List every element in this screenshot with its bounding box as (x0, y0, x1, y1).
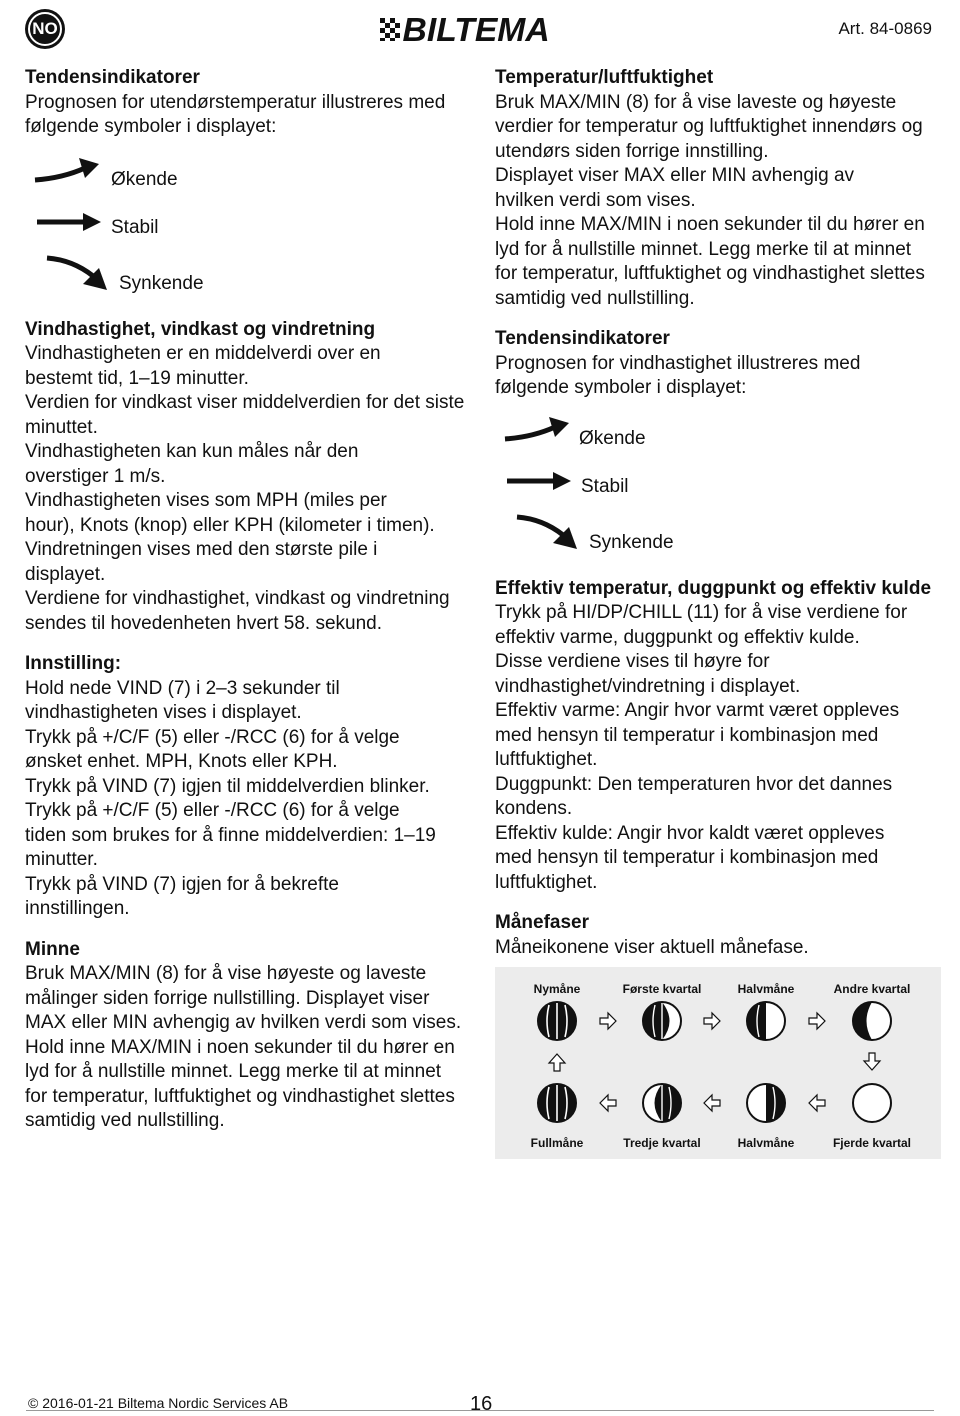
trend-item-rising (25, 154, 465, 202)
moon-label: Tredje kvartal (623, 1136, 701, 1150)
article-number: Art. 84-0869 (838, 19, 932, 38)
paragraph: Vindhastigheten er en middelverdi over en bestemt tid, 1–19 minutter. (25, 343, 381, 389)
paragraph: Trykk på HI/DP/CHILL (11) for å vise verdiene for effektiv varme, duggpunkt og effektiv kulde. (495, 602, 908, 648)
trend-item-stable (495, 461, 935, 509)
brand-logo (380, 11, 582, 48)
trend-label: Stabil (111, 216, 159, 238)
paragraph: Vindhastigheten kan kun måles når den overstiger 1 m/s. (25, 441, 359, 487)
paragraph: Hold inne MAX/MIN i noen sekunder til du hører en lyd for å nullstille minnet. Legg merke til at minnet for temperatur, luftfuktighet og vindhastighet slettes samtidig ved nullstilling. (495, 214, 925, 309)
language-code: NO (32, 19, 58, 38)
half-moon-icon (747, 1002, 785, 1040)
half-moon-waning-icon (747, 1084, 785, 1122)
section-heading: Effektiv temperatur, duggpunkt og effektiv kulde (495, 577, 932, 599)
right-column (495, 66, 935, 1159)
section-heading: Månefaser (495, 912, 589, 933)
trend-label: Økende (579, 427, 646, 449)
moon-label: Andre kvartal (833, 982, 911, 996)
second-quarter-icon (853, 1002, 891, 1040)
paragraph: Effektiv varme: Angir hvor varmt været oppleves med hensyn til temperatur i kombinasjon med luftfuktighet. (495, 700, 900, 770)
left-column (25, 66, 465, 1134)
moon-phase-panel (495, 967, 941, 1159)
trend-item-stable (25, 202, 465, 250)
paragraph: Trykk på VIND (7) igjen til middelverdien blinker. (25, 775, 430, 797)
paragraph: Hold nede VIND (7) i 2–3 sekunder til vindhastigheten vises i displayet. (25, 677, 340, 723)
trend-label: Synkende (589, 531, 674, 553)
page-number: 16 (470, 1393, 493, 1415)
trend-label: Synkende (119, 272, 204, 294)
trend-item-falling (25, 250, 465, 304)
moon-label: Fjerde kvartal (832, 1136, 912, 1150)
moon-label: Fullmåne (530, 1136, 584, 1150)
paragraph: Måneikonene viser aktuell månefase. (495, 936, 809, 958)
brand-name: BILTEMA (402, 11, 550, 48)
paragraph: Duggpunkt: Den temperaturen hvor det dannes kondens. (495, 773, 893, 819)
paragraph: Effektiv kulde: Angir hvor kaldt været oppleves med hensyn til temperatur i kombinasjon med luftfuktighet. (495, 822, 885, 893)
moon-label: Halvmåne (737, 982, 795, 996)
fourth-quarter-icon (853, 1084, 891, 1122)
copyright: © 2016-01-21 Biltema Nordic Services AB (28, 1395, 289, 1411)
paragraph: Trykk på +/C/F (5) eller -/RCC (6) for å velge ønsket enhet. MPH, Knots eller KPH. (25, 726, 400, 772)
section-heading: Temperatur/luftfuktighet (495, 67, 714, 88)
paragraph: Prognosen for vindhastighet illustreres med følgende symboler i displayet: (495, 352, 861, 398)
new-moon-icon (538, 1002, 576, 1040)
trend-label: Stabil (581, 475, 629, 497)
paragraph: Prognosen for utendørstemperatur illustreres med følgende symboler i displayet: (25, 91, 446, 137)
moon-phase-diagram (495, 967, 941, 1159)
trend-label: Økende (111, 168, 178, 190)
phase-arrow-icons (549, 1013, 880, 1111)
paragraph: Trykk på VIND (7) igjen for å bekrefte innstillingen. (25, 873, 339, 919)
paragraph: Bruk MAX/MIN (8) for å vise laveste og høyeste verdier for temperatur og luftfuktighet innendørs og utendørs siden forrige innstilling. (495, 91, 923, 162)
paragraph: Verdiene for vindhastighet, vindkast og vindretning sendes til hovedenheten hvert 58. sekund. (25, 588, 450, 634)
falling-arrow-icon (33, 250, 113, 296)
falling-arrow-icon (503, 509, 583, 555)
section-heading: Innstilling: (25, 653, 122, 674)
paragraph: Hold inne MAX/MIN i noen sekunder til du hører en lyd for å nullstille minnet. Legg merke til at minnet for temperatur, luftfuktighet og vindhastighet slettes samtidig ved nullstilling. (25, 1036, 455, 1131)
paragraph: Displayet viser MAX eller MIN avhengig av hvilken verdi som vises. (495, 165, 855, 211)
section-heading: Tendensindikatorer (495, 328, 670, 349)
paragraph: Bruk MAX/MIN (8) for å vise høyeste og laveste målinger siden forrige nullstilling. Displayet viser MAX eller MIN avhengig av hvilken verdi som vises. (25, 963, 462, 1033)
rising-arrow-icon (503, 413, 573, 453)
moon-label: Første kvartal (622, 982, 702, 996)
paragraph: Disse verdiene vises til høyre for vindhastighet/vindretning i displayet. (495, 651, 801, 697)
trend-item-falling (495, 509, 935, 563)
paragraph: Verdien for vindkast viser middelverdien for det siste minuttet. (25, 392, 465, 438)
third-quarter-icon (643, 1084, 681, 1122)
stable-arrow-icon (33, 202, 103, 242)
paragraph: Trykk på +/C/F (5) eller -/RCC (6) for å velge tiden som brukes for å finne middelverdien: 1–19 minutter. (25, 800, 436, 870)
stable-arrow-icon (503, 461, 573, 501)
section-heading: Vindhastighet, vindkast og vindretning (25, 318, 376, 340)
moon-label: Halvmåne (737, 1136, 795, 1150)
moon-label: Nymåne (533, 982, 581, 996)
language-badge (25, 9, 65, 49)
section-heading: Minne (25, 938, 80, 960)
rising-arrow-icon (33, 154, 103, 194)
trend-item-rising (495, 413, 935, 461)
section-heading: Tendensindikatorer (25, 67, 200, 88)
first-quarter-icon (643, 1002, 681, 1040)
paragraph: Vindretningen vises med den største pile i displayet. (25, 539, 378, 585)
full-moon-icon (538, 1084, 576, 1122)
paragraph: Vindhastigheten vises som MPH (miles per hour), Knots (knop) eller KPH (kilometer i timen). (25, 490, 435, 536)
